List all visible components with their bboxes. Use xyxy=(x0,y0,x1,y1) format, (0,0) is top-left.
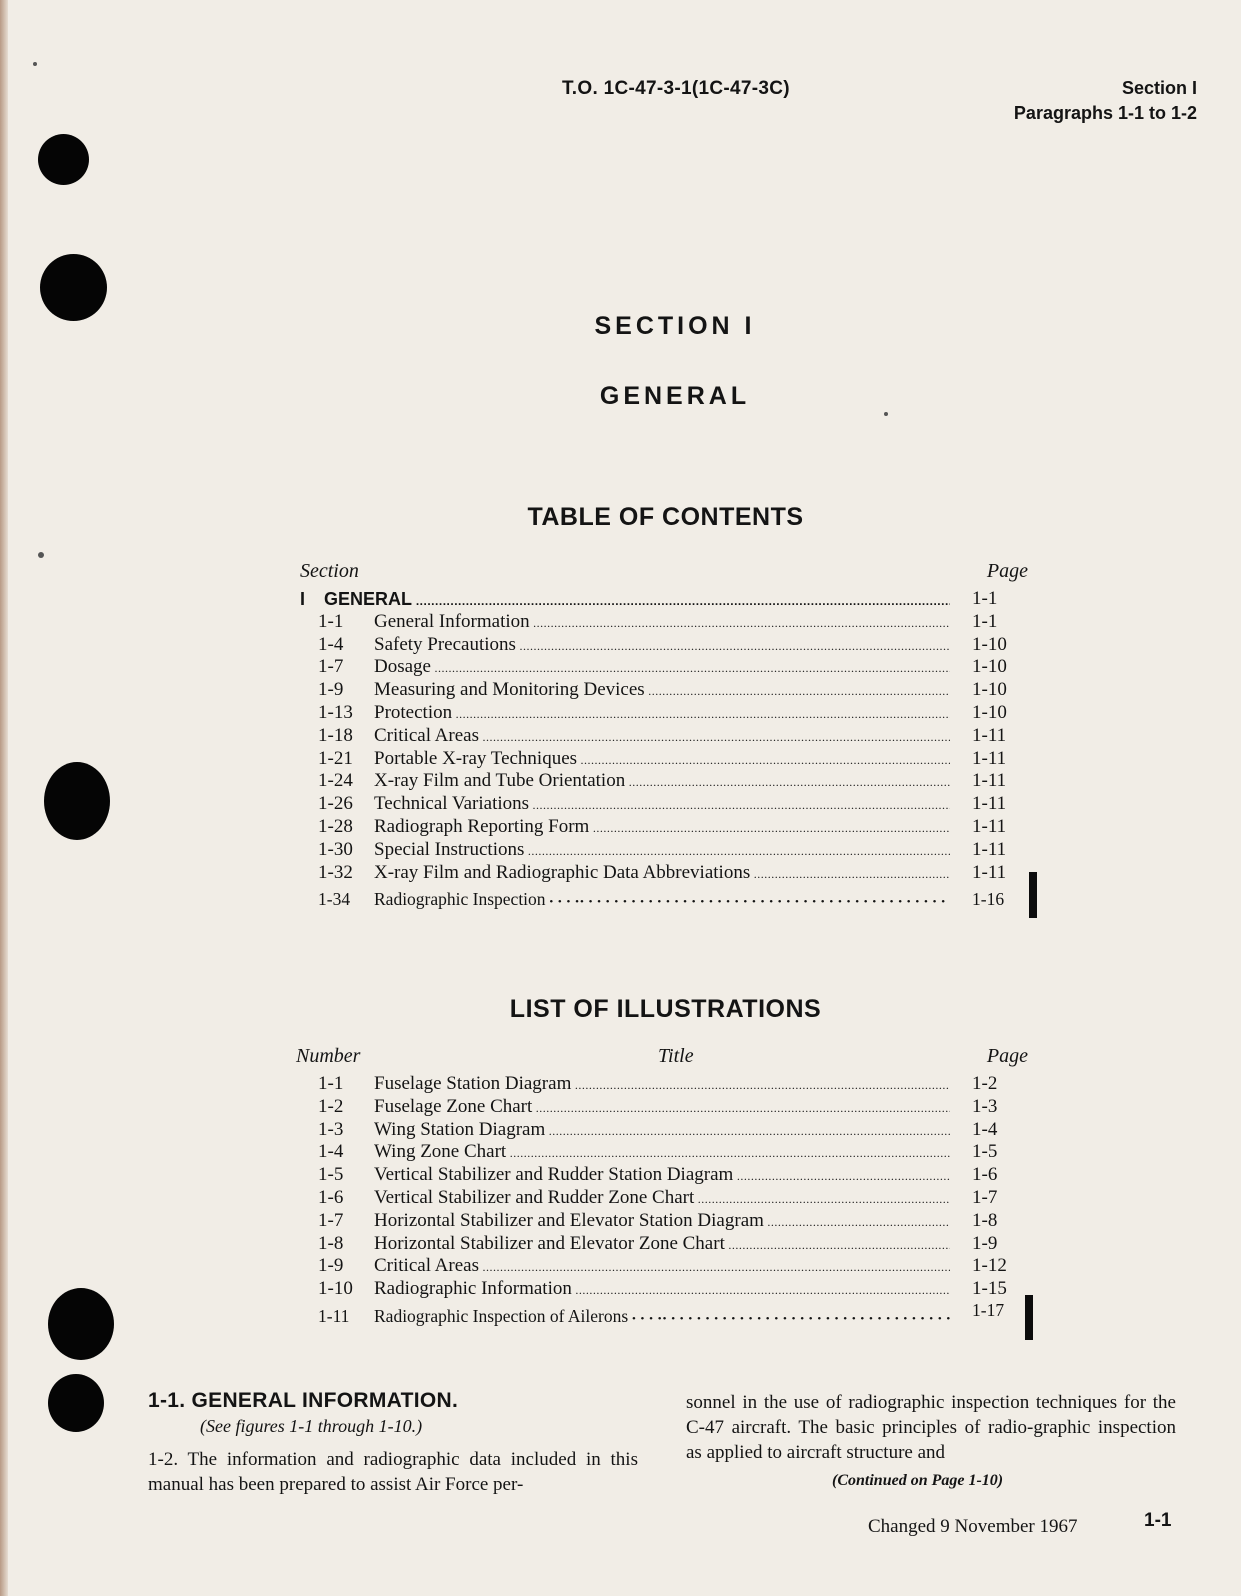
section-label: Section I xyxy=(1121,78,1197,98)
loi-entry-title: Critical Areas ..... xyxy=(374,1255,950,1278)
toc-entry-number: 1-34 xyxy=(318,889,351,910)
change-bar xyxy=(1025,1295,1033,1340)
toc-entry-number: 1-1 xyxy=(318,610,344,632)
loi-entry[interactable] xyxy=(300,1096,1030,1119)
scan-speck xyxy=(884,412,888,416)
loi-header xyxy=(296,1045,1030,1073)
loi-col-title: Title xyxy=(658,1045,694,1067)
loi-entry-number: 1-7 xyxy=(318,1209,344,1231)
table-of-contents xyxy=(300,560,1030,911)
toc-entry[interactable] xyxy=(300,725,1030,748)
toc-entry-title: X-ray Film and Tube Orientation ..... xyxy=(374,770,950,793)
toc-entry-page: 1-11 xyxy=(972,770,1007,792)
toc-entry-title: Radiograph Reporting Form ..... xyxy=(374,816,950,839)
toc-entry-number: 1-30 xyxy=(318,838,353,860)
loi-entry-number: 1-6 xyxy=(318,1186,344,1208)
toc-entry-page: 1-10 xyxy=(972,656,1007,678)
toc-entry-page: 1-1 xyxy=(972,610,998,632)
running-header xyxy=(1014,76,1197,126)
scan-speck xyxy=(38,552,44,558)
loi-entry-number: 1-3 xyxy=(318,1118,344,1140)
toc-entry-number: 1-7 xyxy=(318,656,344,678)
binder-hole xyxy=(40,254,107,321)
loi-col-number: Number xyxy=(296,1045,361,1067)
body-text-right-column: sonnel in the use of radiographic inspection techniques for the C-47 aircraft. The basic principles of radio-graphic inspection as applied to aircraft structure and xyxy=(686,1392,1176,1463)
list-of-illustrations xyxy=(296,1045,1030,1328)
toc-entry-title: Technical Variations ..... xyxy=(374,793,950,816)
change-date: Changed 9 November 1967 xyxy=(868,1516,1078,1537)
change-bar xyxy=(1029,872,1037,918)
loi-entry-page: 1-8 xyxy=(972,1209,998,1231)
toc-entry-page: 1-11 xyxy=(972,861,1007,883)
toc-entry[interactable] xyxy=(300,702,1030,725)
toc-entry[interactable] xyxy=(300,816,1030,839)
toc-entry-title: General Information ..... xyxy=(374,611,950,634)
loi-entry-page: 1-3 xyxy=(972,1095,998,1117)
document-number: T.O. 1C-47-3-1(1C-47-3C) xyxy=(562,78,790,99)
binder-hole xyxy=(38,134,89,185)
loi-entry-page: 1-5 xyxy=(972,1141,998,1163)
toc-entry-number: 1-21 xyxy=(318,747,353,769)
loi-entry[interactable] xyxy=(300,1233,1030,1256)
loi-entry[interactable] xyxy=(300,1073,1030,1096)
paragraphs-label: Paragraphs 1-1 to 1-2 xyxy=(1013,103,1197,123)
loi-entry-number: 1-2 xyxy=(318,1095,344,1117)
loi-entry-number: 1-11 xyxy=(318,1305,350,1326)
loi-entry[interactable] xyxy=(300,1299,1030,1328)
loi-entry-title: Wing Station Diagram ..... xyxy=(374,1119,950,1142)
binder-hole xyxy=(48,1374,104,1432)
toc-title: TABLE OF CONTENTS xyxy=(527,503,804,531)
toc-entry[interactable] xyxy=(300,793,1030,816)
toc-entry-number: 1-24 xyxy=(318,770,353,792)
page-edge xyxy=(0,0,8,1596)
toc-entry-page: 1-10 xyxy=(972,701,1007,723)
toc-entry-title: Radiographic Inspection • • • xyxy=(374,888,950,913)
loi-entry[interactable] xyxy=(300,1278,1030,1301)
loi-entry-page: 1-7 xyxy=(972,1186,998,1208)
toc-entry-number: 1-26 xyxy=(318,793,353,815)
paragraph-figure-reference: (See figures 1-1 through 1-10.) xyxy=(200,1416,423,1436)
toc-entry-page: 1-11 xyxy=(972,838,1007,860)
toc-entry-title: Critical Areas ..... xyxy=(374,725,950,748)
toc-entry-page: 1-10 xyxy=(972,633,1007,655)
loi-entry-page: 1-2 xyxy=(972,1073,998,1094)
loi-entry[interactable] xyxy=(300,1119,1030,1142)
toc-entry-page: 1-11 xyxy=(972,815,1007,837)
toc-entry[interactable] xyxy=(300,656,1030,679)
loi-entry-title: Fuselage Station Diagram ..... xyxy=(374,1073,950,1096)
loi-entry[interactable] xyxy=(300,1141,1030,1164)
toc-entry-number: 1-13 xyxy=(318,701,353,723)
paragraph-heading: 1-1. GENERAL INFORMATION. xyxy=(148,1389,459,1412)
toc-entry[interactable] xyxy=(300,748,1030,771)
loi-title: LIST OF ILLUSTRATIONS xyxy=(509,995,822,1023)
loi-entry[interactable] xyxy=(300,1164,1030,1187)
section-title: SECTION I xyxy=(594,312,756,340)
toc-entry-number: 1-18 xyxy=(318,724,353,746)
loi-entry-number: 1-5 xyxy=(318,1164,344,1186)
toc-entry[interactable] xyxy=(300,888,1030,911)
toc-entry-number: 1-4 xyxy=(318,633,344,655)
toc-entry-title: Portable X-ray Techniques ..... xyxy=(374,748,950,771)
toc-entry-number: 1-9 xyxy=(318,679,344,701)
toc-entry-number: 1-32 xyxy=(318,861,353,883)
toc-entry-number: 1-28 xyxy=(318,815,353,837)
loi-entry-number: 1-9 xyxy=(318,1255,344,1277)
toc-entry-page: 1-11 xyxy=(972,793,1007,815)
toc-header xyxy=(300,560,1030,588)
toc-col-section: Section xyxy=(300,560,359,582)
toc-entry[interactable] xyxy=(300,611,1030,634)
toc-entry-page: 1-1 xyxy=(972,588,998,609)
toc-entry[interactable] xyxy=(300,770,1030,793)
toc-entry-title: X-ray Film and Radiographic Data Abbreviations ..... xyxy=(374,862,950,885)
toc-entry-page: 1-11 xyxy=(972,724,1007,746)
loi-entry-page: 1-6 xyxy=(972,1164,998,1186)
toc-entry[interactable] xyxy=(300,634,1030,657)
loi-entry-title: Horizontal Stabilizer and Elevator Zone Chart ..... xyxy=(374,1233,950,1256)
binder-hole xyxy=(48,1288,114,1360)
toc-entry-title: Special Instructions ..... xyxy=(374,839,950,862)
loi-col-page: Page xyxy=(986,1045,1028,1067)
toc-entry[interactable] xyxy=(300,839,1030,862)
section-subtitle: GENERAL xyxy=(599,382,751,410)
toc-entry-title: Safety Precautions ..... xyxy=(374,634,950,657)
loi-entry[interactable] xyxy=(300,1187,1030,1210)
toc-entry-title: Dosage ..... xyxy=(374,656,950,679)
loi-entry-title: Fuselage Zone Chart ..... xyxy=(374,1096,950,1119)
toc-col-page: Page xyxy=(986,560,1028,582)
loi-entry-page: 1-12 xyxy=(972,1255,1007,1277)
loi-entry-number: 1-10 xyxy=(318,1278,353,1300)
continued-note: (Continued on Page 1-10) xyxy=(832,1472,1004,1489)
toc-entry-title: GENERAL ..... xyxy=(324,588,950,612)
toc-entry[interactable] xyxy=(300,862,1030,885)
toc-entry[interactable] xyxy=(300,679,1030,702)
loi-entry-title: Radiographic Inspection of Ailerons • • • xyxy=(374,1305,950,1330)
loi-entry-page: 1-15 xyxy=(972,1278,1007,1300)
loi-entry-title: Radiographic Information ..... xyxy=(374,1278,950,1301)
loi-entry-number: 1-1 xyxy=(318,1073,344,1094)
toc-entry-number: I xyxy=(300,589,306,609)
loi-entry-number: 1-8 xyxy=(318,1232,344,1254)
loi-entry-title: Vertical Stabilizer and Rudder Station Diagram ..... xyxy=(374,1164,950,1187)
toc-entry-page: 1-16 xyxy=(972,889,1005,910)
loi-entry[interactable] xyxy=(300,1210,1030,1233)
page-number: 1-1 xyxy=(1144,1510,1172,1531)
loi-entry-title: Vertical Stabilizer and Rudder Zone Chart ..... xyxy=(374,1187,950,1210)
loi-entry[interactable] xyxy=(300,1255,1030,1278)
body-text-left-column: 1-2. The information and radiographic data included in this manual has been prepared to assist Air Force per- xyxy=(148,1449,638,1495)
toc-entry-page: 1-11 xyxy=(972,747,1007,769)
loi-entry-number: 1-4 xyxy=(318,1141,344,1163)
binder-hole xyxy=(44,762,110,840)
loi-entry-title: Horizontal Stabilizer and Elevator Station Diagram ..... xyxy=(374,1210,950,1233)
loi-entry-page: 1-17 xyxy=(972,1299,1005,1320)
scan-speck xyxy=(33,62,37,66)
toc-entry-title: Protection ..... xyxy=(374,702,950,725)
loi-entry-title: Wing Zone Chart ..... xyxy=(374,1141,950,1164)
loi-entry-page: 1-4 xyxy=(972,1118,998,1140)
loi-entry-page: 1-9 xyxy=(972,1232,998,1254)
toc-entry-page: 1-10 xyxy=(972,679,1007,701)
toc-entry-title: Measuring and Monitoring Devices ..... xyxy=(374,679,950,702)
toc-entry[interactable] xyxy=(300,588,1030,611)
